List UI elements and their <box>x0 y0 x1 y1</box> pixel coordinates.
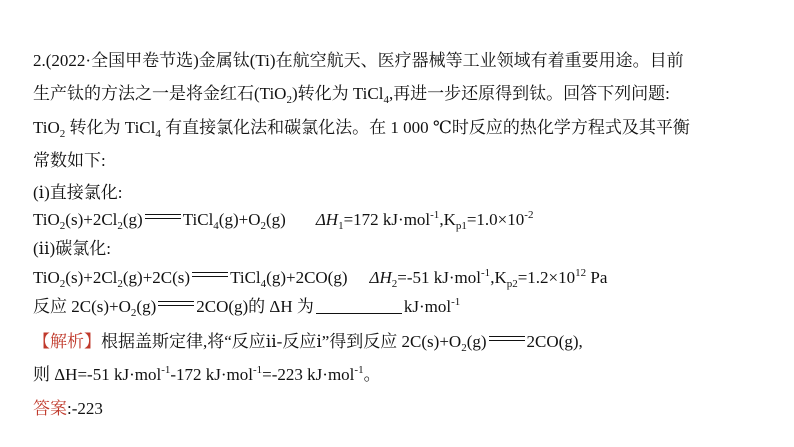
formula-text: (g)+O <box>218 210 261 229</box>
subscript: 4 <box>260 278 267 290</box>
equals-sign <box>145 212 181 222</box>
superscript: -1 <box>161 364 171 376</box>
label-text: (ⅱ)碳氯化: <box>33 239 111 258</box>
answer-blank[interactable] <box>316 299 402 314</box>
stem-text: 2.(2022·全国甲卷节选)金属钛(Ti)在航空航天、医疗器械等工业领域有着重要用途。目前 <box>33 51 684 70</box>
subscript: 4 <box>213 220 219 232</box>
analysis-line-1 <box>33 331 583 353</box>
enthalpy-value: =172 kJ·mol <box>343 210 431 229</box>
stem-text: 转化为 TiCl <box>65 118 156 137</box>
stem-text: 常数如下: <box>33 151 106 170</box>
superscript: -1 <box>481 267 491 279</box>
stem-line-3 <box>33 117 690 139</box>
subscript: 2 <box>286 94 292 106</box>
enthalpy-value: =-51 kJ·mol <box>397 268 482 287</box>
subscript: 2 <box>130 307 137 319</box>
formula-text: (g)+2CO(g) <box>266 268 348 287</box>
formula-text: (g) <box>265 210 286 229</box>
subscript: 2 <box>117 220 123 232</box>
formula-text: TiCl <box>182 210 214 229</box>
subscript: 2 <box>59 220 66 232</box>
question-text: (g) <box>136 297 157 316</box>
stem-text: )转化为 TiCl <box>291 84 384 103</box>
subscript: 2 <box>260 220 266 232</box>
sub-question-ii-label <box>33 238 111 260</box>
answer-line <box>33 398 103 420</box>
formula-text: (s)+2Cl <box>65 210 118 229</box>
subscript: 2 <box>461 342 467 354</box>
answer-tag: 答案 <box>33 399 67 418</box>
analysis-text: (g) <box>466 332 487 351</box>
k-symbol: ,K <box>439 210 456 229</box>
subscript: 1 <box>338 220 344 232</box>
question-line <box>33 296 460 318</box>
stem-line-1 <box>33 50 684 72</box>
formula-text: (s)+2Cl <box>65 268 118 287</box>
superscript: -1 <box>451 296 461 308</box>
stem-text: 有直接氯化法和碳氯化法。在 1 000 ℃时反应的热化学方程式及其平衡 <box>160 118 690 137</box>
subscript: p2 <box>506 278 518 290</box>
sub-question-i-label <box>33 182 122 204</box>
superscript: -1 <box>253 364 263 376</box>
analysis-text: =-223 kJ·mol <box>262 365 355 384</box>
analysis-text: -172 kJ·mol <box>170 365 253 384</box>
k-value: =1.0×10 <box>466 210 525 229</box>
formula-text: TiCl <box>230 268 261 287</box>
formula-text: TiO <box>33 268 60 287</box>
equation-2 <box>33 267 607 289</box>
k-symbol: ,K <box>490 268 507 287</box>
question-unit: kJ·mol <box>403 297 452 316</box>
analysis-line-2 <box>33 364 381 386</box>
superscript: 12 <box>575 267 587 279</box>
superscript: -1 <box>354 364 364 376</box>
subscript: 2 <box>391 278 398 290</box>
enthalpy-symbol: ΔH <box>369 268 392 287</box>
equation-1 <box>33 209 533 231</box>
subscript: p1 <box>455 220 467 232</box>
superscript: -1 <box>430 209 440 221</box>
equals-sign <box>158 299 194 309</box>
subscript: 2 <box>117 278 123 290</box>
stem-text: ,再进一步还原得到钛。回答下列问题: <box>388 84 670 103</box>
k-unit: Pa <box>586 268 608 287</box>
superscript: -2 <box>524 209 534 221</box>
equals-sign <box>192 270 228 280</box>
equals-sign <box>489 334 525 344</box>
enthalpy-symbol: ΔH <box>315 210 339 229</box>
subscript: 2 <box>59 278 66 290</box>
analysis-text: 。 <box>363 365 381 384</box>
stem-text: 生产钛的方法之一是将金红石(TiO <box>33 84 287 103</box>
question-text: 反应 2C(s)+O <box>33 297 131 316</box>
formula-text: TiO <box>33 210 60 229</box>
question-text: 2CO(g)的 ΔH 为 <box>196 297 314 316</box>
formula-text: (g) <box>122 210 143 229</box>
stem-line-2 <box>33 83 670 105</box>
analysis-text: 则 ΔH=-51 kJ·mol <box>33 365 162 384</box>
formula-text: (g)+2C(s) <box>122 268 191 287</box>
subscript: 2 <box>59 128 66 140</box>
answer-value: :-223 <box>67 399 103 418</box>
subscript: 4 <box>383 94 389 106</box>
stem-text: TiO <box>33 118 60 137</box>
analysis-tag: 【解析】 <box>33 332 101 351</box>
analysis-text: 2CO(g), <box>526 332 583 351</box>
analysis-text: 根据盖斯定律,将“反应ⅱ-反应ⅰ”得到反应 2C(s)+O <box>101 332 462 351</box>
label-text: (ⅰ)直接氯化: <box>33 183 123 202</box>
k-value: =1.2×10 <box>517 268 576 287</box>
stem-line-4 <box>33 150 106 172</box>
subscript: 4 <box>155 128 161 140</box>
